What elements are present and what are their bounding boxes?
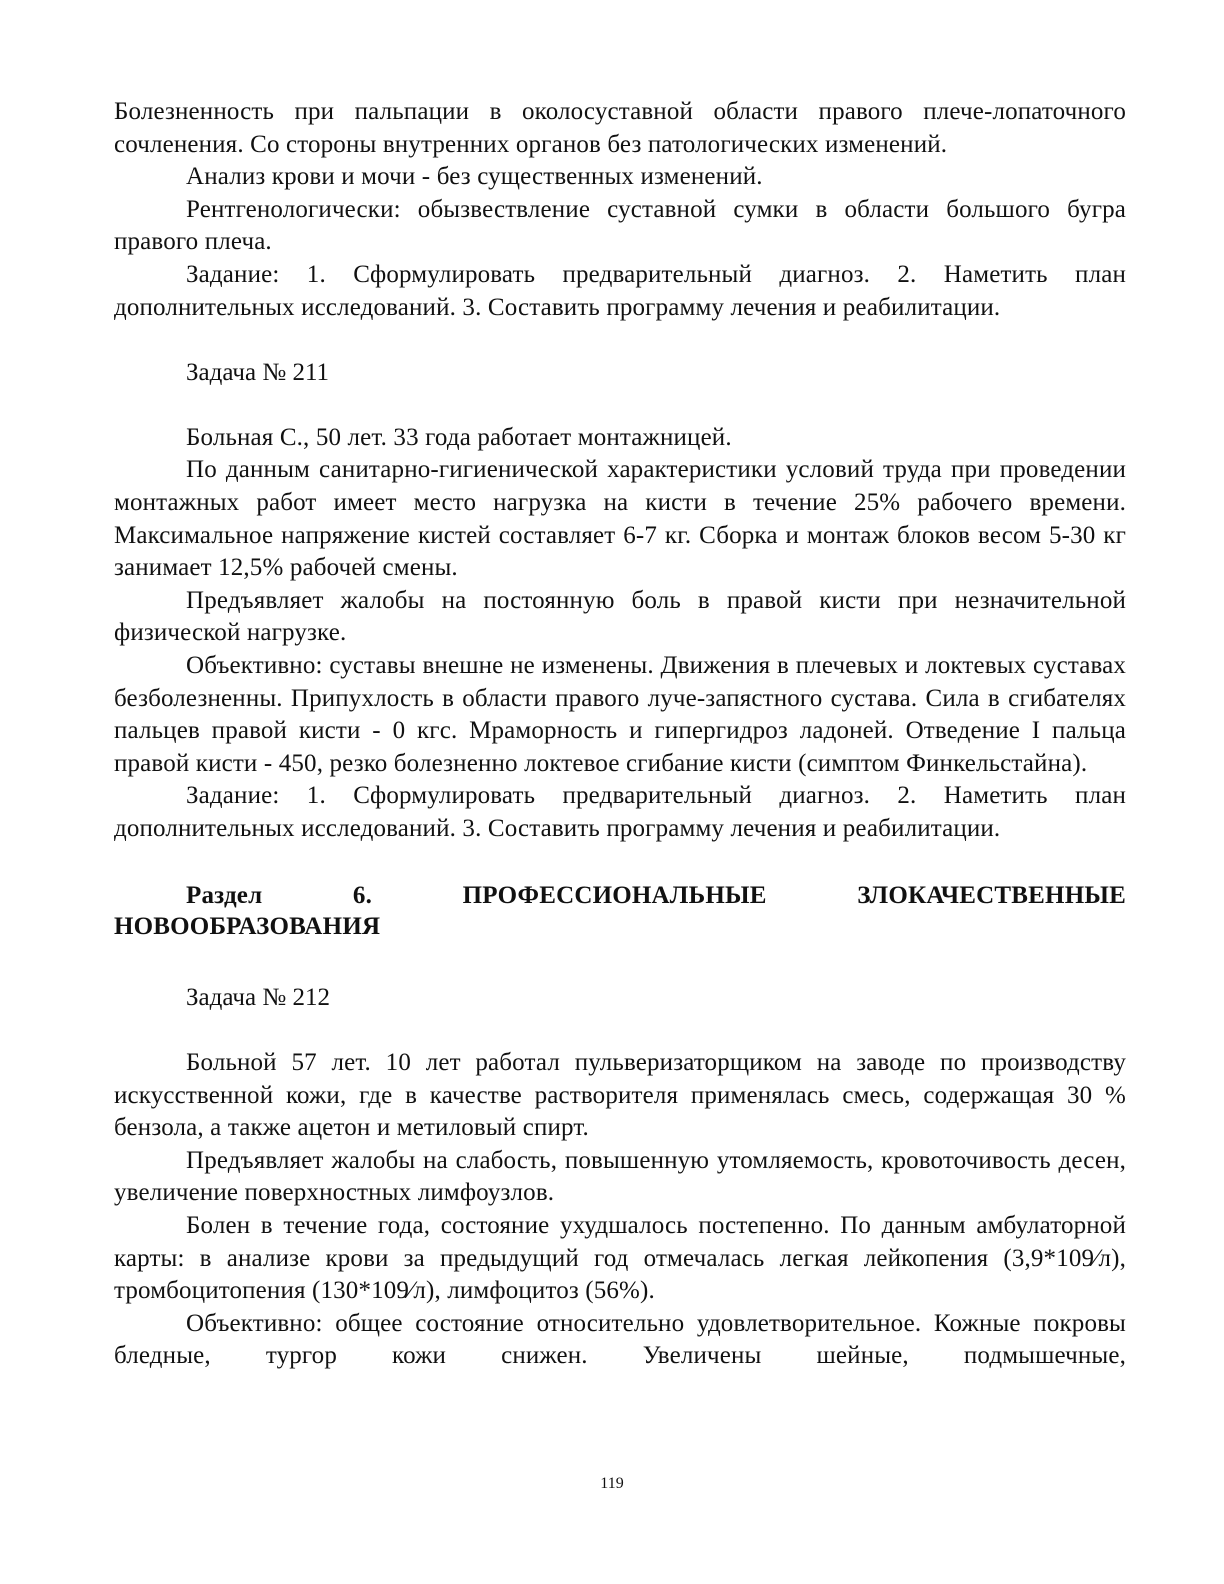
section-6-heading — [114, 880, 1126, 942]
document-page — [114, 96, 1126, 1373]
task-212-paragraph-3: Болен в течение года, состояние ухудшалось постепенно. По данным амбулаторной карты: в анализе крови за предыдущий год отмечалась легкая лейкопения (3,9*109⁄л), тромбоцитопения (130*109⁄л), лимфоцитоз (56%). — [114, 1212, 1126, 1305]
section-word-malignant: ЗЛОКАЧЕСТВЕННЫЕ — [857, 882, 1126, 910]
section-word: Раздел — [186, 882, 263, 910]
task-211-paragraph-3: Предъявляет жалобы на постоянную боль в правой кисти при незначительной физической нагрузке. — [114, 586, 1126, 647]
task-211-paragraph-5: Задание: 1. Сформулировать предварительный диагноз. 2. Наметить план дополнительных исследований. 3. Составить программу лечения и реабилитации. — [114, 782, 1126, 842]
task-211-title: Задача № 211 — [186, 359, 330, 387]
intro-paragraph-1: Болезненность при пальпации в околосуставной области правого плече-лопаточного сочленения. Со стороны внутренних органов без патологических изменений. — [114, 98, 1126, 158]
intro-paragraph-4: Задание: 1. Сформулировать предварительный диагноз. 2. Наметить план дополнительных исследований. 3. Составить программу лечения и реабилитации. — [114, 260, 1126, 321]
task-212-title: Задача № 212 — [186, 984, 330, 1012]
task-211-paragraph-1: Больная С., 50 лет. 33 года работает монтажницей. — [186, 423, 732, 451]
task-211-paragraph-4: Объективно: суставы внешне не изменены. Движения в плечевых и локтевых суставах безболезненны. Припухлость в области правого луче-запястного сустава. Сила в сгибателях пальцев правой кисти - 0 кгс. Мраморность и гипергидроз ладоней. Отведение I пальца правой кисти - 450, резко болезненно локтевое сгибание кисти (симптом Финкельстайна). — [114, 651, 1126, 777]
section-number: 6. — [352, 882, 373, 910]
section-6-heading-line-1 — [114, 880, 1126, 911]
task-212-paragraph-2: Предъявляет жалобы на слабость, повышенную утомляемость, кровоточивость десен, увеличение поверхностных лимфоузлов. — [114, 1146, 1126, 1207]
task-211-paragraph-2: По данным санитарно-гигиенической характеристики условий труда при проведении монтажных работ имеет место нагрузка на кисти в течение 25% рабочего времени. Максимальное напряжение кистей составляет 6-7 кг. Сборка и монтаж блоков весом 5-30 кг занимает 12,5% рабочей смены. — [114, 456, 1126, 582]
intro-paragraph-3: Рентгенологически: обызвествление суставной сумки в области большого бугра правого плеча. — [114, 195, 1126, 256]
task-212-paragraph-4: Объективно: общее состояние относительно удовлетворительное. Кожные покровы бледные, тургор кожи снижен. Увеличены шейные, подмышечные, — [114, 1309, 1126, 1370]
section-6-heading-line-2: НОВООБРАЗОВАНИЯ — [114, 913, 381, 941]
intro-paragraph-2: Анализ крови и мочи - без существенных изменений. — [186, 163, 763, 191]
section-word-professional: ПРОФЕССИОНАЛЬНЫЕ — [462, 882, 767, 910]
task-212-paragraph-1: Больной 57 лет. 10 лет работал пульверизаторщиком на заводе по производству искусственной кожи, где в качестве растворителя применялась смесь, содержащая 30 % бензола, а также ацетон и метиловый спирт. — [114, 1049, 1126, 1142]
page-number: 119 — [600, 1475, 624, 1492]
